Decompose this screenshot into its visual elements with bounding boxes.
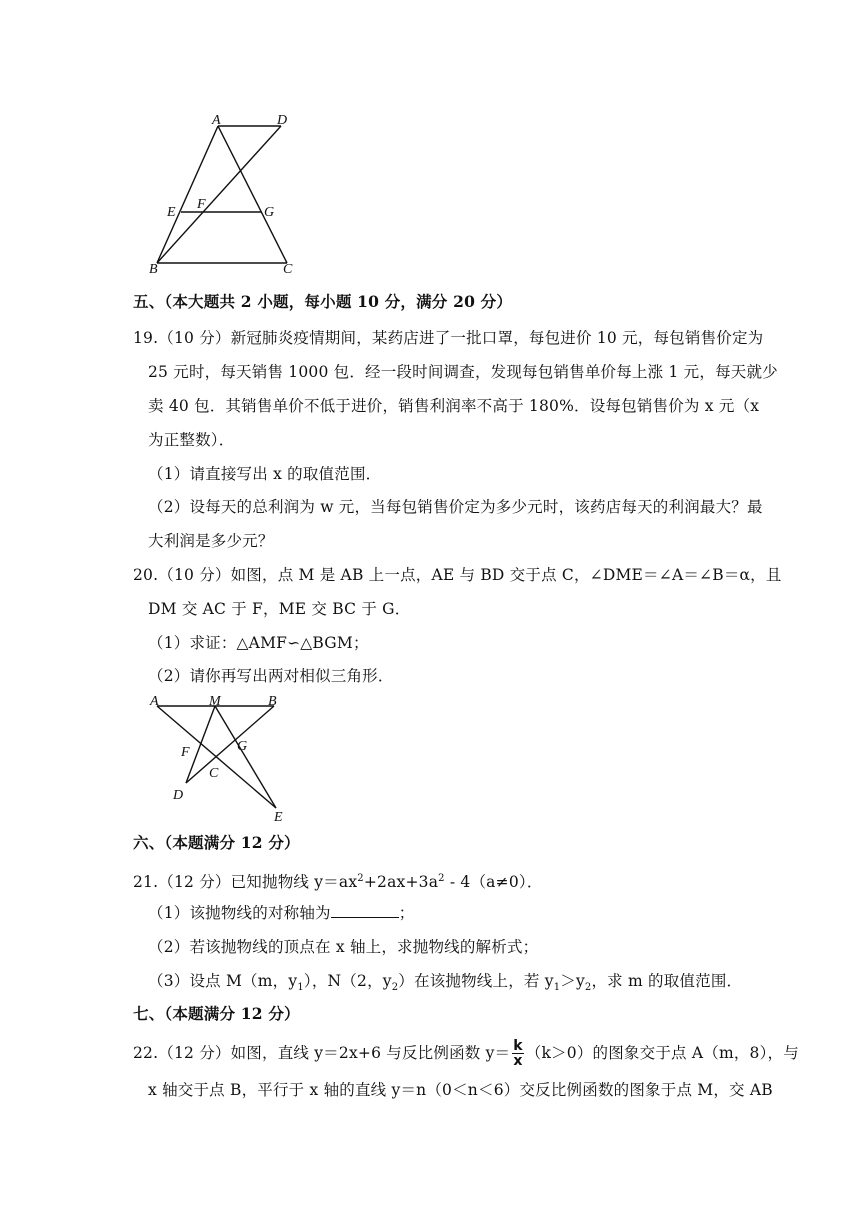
label-G: G [237,739,248,754]
q21-part3-post: ，求 m 的取值范围． [591,972,743,990]
q19-part2b: 大利润是多少元？ [148,532,274,550]
label-B: B [268,694,277,709]
q21-part2: （2）若该抛物线的顶点在 x 轴上，求抛物线的解析式； [148,938,539,956]
q21-sub-4: 2 [584,982,592,994]
q19-part2a: （2）设每天的总利润为 w 元，当每包销售价定为多少元时，该药店每天的利润最大？最 [148,498,763,516]
q21-part3-mid2: ）在该抛物线上，若 y [398,972,554,990]
section-6-heading: 六、（本题满分 12 分） [133,833,300,852]
q21-part3-pre: （3）设点 M（m，y [148,972,298,990]
label-F: F [197,197,206,212]
q19-line1: 19.（10 分）新冠肺炎疫情期间，某药店进了一批口罩，每包进价 10 元，每包销售价定为 [133,329,764,347]
q21-sup-1: 2 [357,873,364,884]
q22-line2: x 轴交于点 B，平行于 x 轴的直线 y＝n（0＜n＜6）交反比例函数的图象于点 M，交 AB [148,1081,773,1099]
q21-part3-mid3: ＞y [560,972,585,990]
label-F: F [181,745,190,760]
q21-part1 [148,903,414,923]
fraction-denominator: x [513,1052,523,1069]
label-E: E [167,205,176,220]
q21-part3 [148,971,742,998]
label-D: D [173,788,184,803]
label-M: M [209,694,221,709]
label-A: A [212,113,221,128]
segment-BD [186,706,274,783]
label-G: G [264,205,275,220]
section-5-heading: 五、（本大题共 2 小题，每小题 10 分，满分 20 分） [133,292,513,311]
label-A: A [150,694,159,709]
fraction-numerator: k [513,1037,523,1054]
answer-blank[interactable] [331,903,399,918]
q19-line4: 为正整数）． [148,431,235,449]
q21-sub-1: 1 [297,982,304,994]
q20-line2: DM 交 AC 于 F，ME 交 BC 于 G． [148,600,411,618]
label-D: D [277,113,288,128]
segment-ME [215,706,276,808]
q21-sub-2: 2 [391,982,399,994]
q21-sup-2: 2 [438,873,445,884]
q21-part1-end: ； [398,904,415,922]
q22-line1-pre: 22.（12 分）如图，直线 y＝2x+6 与反比例函数 y＝ [133,1044,511,1062]
q21-stem-pre: 21.（12 分）已知抛物线 y＝ax [133,873,358,892]
q21-part3-mid: ），N（2，y [303,972,392,990]
q20-line1: 20.（10 分）如图，点 M 是 AB 上一点，AE 与 BD 交于点 C，∠DME＝∠A＝∠B＝α，且 [133,566,782,584]
q21-part1-text: （1）该抛物线的对称轴为 [148,904,331,922]
q21-sub-3: 1 [553,982,561,994]
q19-part1: （1）请直接写出 x 的取值范围． [148,465,382,483]
label-E: E [274,810,283,825]
q21-stem-post: - 4（a≠0）． [444,873,543,892]
q19-line3: 卖 40 包．其销售单价不低于进价，销售利润率不高于 180%．设每包销售价为 x 元（x [148,397,760,415]
label-C: C [209,766,219,781]
label-B: B [149,262,158,277]
q20-part2: （2）请你再写出两对相似三角形． [148,667,394,685]
q21-stem-mid: +2ax+3a [363,873,439,892]
q21-stem [133,869,543,892]
q20-part1: （1）求证：△AMF∽△BGM； [148,634,369,652]
label-C: C [283,262,293,277]
q22-line1 [133,1036,799,1070]
section-7-heading: 七、（本题满分 12 分） [133,1004,300,1023]
q19-line2: 25 元时，每天销售 1000 包．经一段时间调查，发现每包销售单价每上涨 1 元，每天就少 [148,363,778,381]
q22-line1-post: （k＞0）的图象交于点 A（m，8），与 [525,1044,799,1062]
fraction-k-over-x [512,1039,524,1068]
